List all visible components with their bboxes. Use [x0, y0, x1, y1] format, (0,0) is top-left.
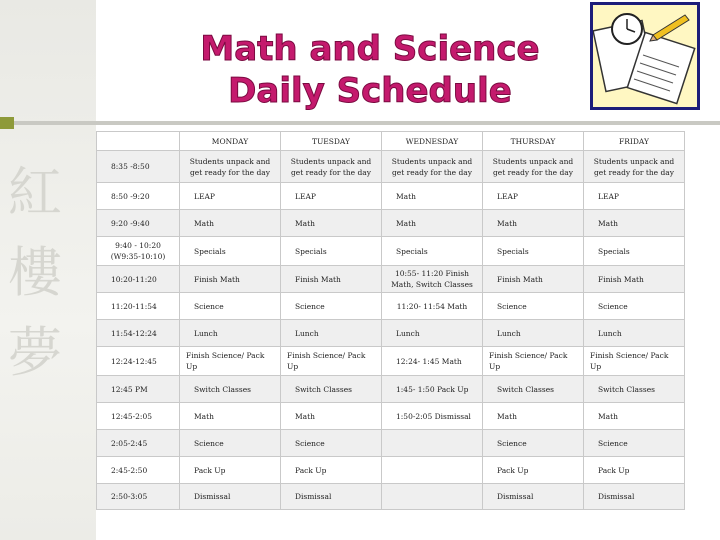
top-divider	[0, 121, 720, 125]
schedule-cell: Specials	[281, 237, 382, 266]
time-cell: 11:54-12:24	[97, 320, 180, 347]
table-row	[97, 376, 685, 403]
calligraphy-decoration-icon: 樓	[8, 241, 62, 304]
schedule-cell: Math	[483, 210, 584, 237]
schedule-cell: LEAP	[180, 183, 281, 210]
schedule-cell: Students unpack and get ready for the day	[281, 151, 382, 183]
schedule-cell: Switch Classes	[180, 376, 281, 403]
schedule-cell: Math	[584, 403, 685, 430]
time-cell: 12:24-12:45	[97, 347, 180, 376]
time-cell: 10:20-11:20	[97, 266, 180, 293]
accent-block	[0, 117, 14, 129]
schedule-cell: Math	[483, 403, 584, 430]
schedule-cell: 1:50-2:05 Dismissal	[382, 403, 483, 430]
table-row	[97, 347, 685, 376]
schedule-cell: Switch Classes	[281, 376, 382, 403]
schedule-cell: Science	[281, 293, 382, 320]
table-header-row	[97, 132, 685, 151]
time-cell: 12:45 PM	[97, 376, 180, 403]
schedule-cell: Finish Science/ Pack Up	[584, 347, 685, 376]
schedule-cell: Lunch	[382, 320, 483, 347]
schedule-cell: Students unpack and get ready for the day	[483, 151, 584, 183]
schedule-cell: Dismissal	[180, 484, 281, 510]
title-line-2: Daily Schedule	[228, 71, 512, 111]
schedule-cell: Lunch	[584, 320, 685, 347]
time-cell: 2:05-2:45	[97, 430, 180, 457]
schedule-cell: Specials	[584, 237, 685, 266]
table-row	[97, 484, 685, 510]
schedule-cell: Dismissal	[281, 484, 382, 510]
table-row	[97, 210, 685, 237]
schedule-cell: Pack Up	[483, 457, 584, 484]
time-cell: 2:45-2:50	[97, 457, 180, 484]
table-row	[97, 183, 685, 210]
schedule-cell: Math	[382, 210, 483, 237]
schedule-cell: Students unpack and get ready for the day	[180, 151, 281, 183]
schedule-cell: Science	[180, 430, 281, 457]
schedule-cell: Math	[180, 210, 281, 237]
table-row	[97, 430, 685, 457]
schedule-cell: Finish Math	[180, 266, 281, 293]
schedule-cell: Students unpack and get ready for the day	[584, 151, 685, 183]
table-row	[97, 237, 685, 266]
table-row	[97, 320, 685, 347]
schedule-cell: Lunch	[281, 320, 382, 347]
time-cell: 8:35 -8:50	[97, 151, 180, 183]
schedule-cell: Finish Math	[281, 266, 382, 293]
header-time-column	[97, 132, 180, 151]
schedule-cell: Science	[281, 430, 382, 457]
schedule-cell: Pack Up	[281, 457, 382, 484]
schedule-cell: Specials	[382, 237, 483, 266]
table-row	[97, 403, 685, 430]
header-thursday: THURSDAY	[483, 132, 584, 151]
schedule-cell: LEAP	[483, 183, 584, 210]
time-cell: 9:20 -9:40	[97, 210, 180, 237]
header-monday: MONDAY	[180, 132, 281, 151]
calligraphy-decoration-icon: 紅	[8, 161, 62, 224]
time-cell: 12:45-2:05	[97, 403, 180, 430]
schedule-cell: Math	[382, 183, 483, 210]
table-row	[97, 151, 685, 183]
schedule-cell: Finish Math	[483, 266, 584, 293]
schedule-cell: LEAP	[281, 183, 382, 210]
schedule-cell: Specials	[483, 237, 584, 266]
schedule-cell: Students unpack and get ready for the day	[382, 151, 483, 183]
time-cell: 8:50 -9:20	[97, 183, 180, 210]
table-row	[97, 266, 685, 293]
schedule-cell: Pack Up	[584, 457, 685, 484]
calligraphy-decoration-icon: 夢	[8, 321, 62, 384]
schedule-table	[96, 131, 685, 510]
schedule-cell	[382, 430, 483, 457]
time-cell: 11:20-11:54	[97, 293, 180, 320]
schedule-cell: Switch Classes	[584, 376, 685, 403]
table-row	[97, 457, 685, 484]
schedule-cell: Science	[180, 293, 281, 320]
schedule-cell: Dismissal	[584, 484, 685, 510]
schedule-cell: Math	[281, 210, 382, 237]
schedule-cell	[382, 484, 483, 510]
time-cell: 9:40 - 10:20 (W9:35-10:10)	[97, 237, 180, 266]
schedule-cell: Math	[584, 210, 685, 237]
side-decoration	[0, 0, 96, 540]
header-friday: FRIDAY	[584, 132, 685, 151]
schedule-cell: Specials	[180, 237, 281, 266]
schedule-cell: Lunch	[180, 320, 281, 347]
schedule-cell: Math	[180, 403, 281, 430]
schedule-cell: 1:45- 1:50 Pack Up	[382, 376, 483, 403]
schedule-cell: Lunch	[483, 320, 584, 347]
header-wednesday: WEDNESDAY	[382, 132, 483, 151]
schedule-cell: Math	[281, 403, 382, 430]
schedule-cell: 12:24- 1:45 Math	[382, 347, 483, 376]
schedule-cell	[382, 457, 483, 484]
schedule-cell: Finish Science/ Pack Up	[180, 347, 281, 376]
schedule-cell: Finish Science/ Pack Up	[483, 347, 584, 376]
notebook-clock-pencil-icon	[590, 2, 700, 110]
schedule-cell: Pack Up	[180, 457, 281, 484]
slide-title	[160, 28, 580, 112]
schedule-cell: LEAP	[584, 183, 685, 210]
schedule-cell: 11:20- 11:54 Math	[382, 293, 483, 320]
schedule-cell: Switch Classes	[483, 376, 584, 403]
schedule-cell: Science	[483, 293, 584, 320]
schedule-cell: Science	[483, 430, 584, 457]
schedule-cell: Dismissal	[483, 484, 584, 510]
table-row	[97, 293, 685, 320]
schedule-cell: 10:55- 11:20 Finish Math, Switch Classes	[382, 266, 483, 293]
schedule-cell: Finish Science/ Pack Up	[281, 347, 382, 376]
schedule-cell: Science	[584, 430, 685, 457]
time-cell: 2:50-3:05	[97, 484, 180, 510]
header-tuesday: TUESDAY	[281, 132, 382, 151]
schedule-cell: Science	[584, 293, 685, 320]
schedule-cell: Finish Math	[584, 266, 685, 293]
title-line-1: Math and Science	[200, 29, 540, 69]
